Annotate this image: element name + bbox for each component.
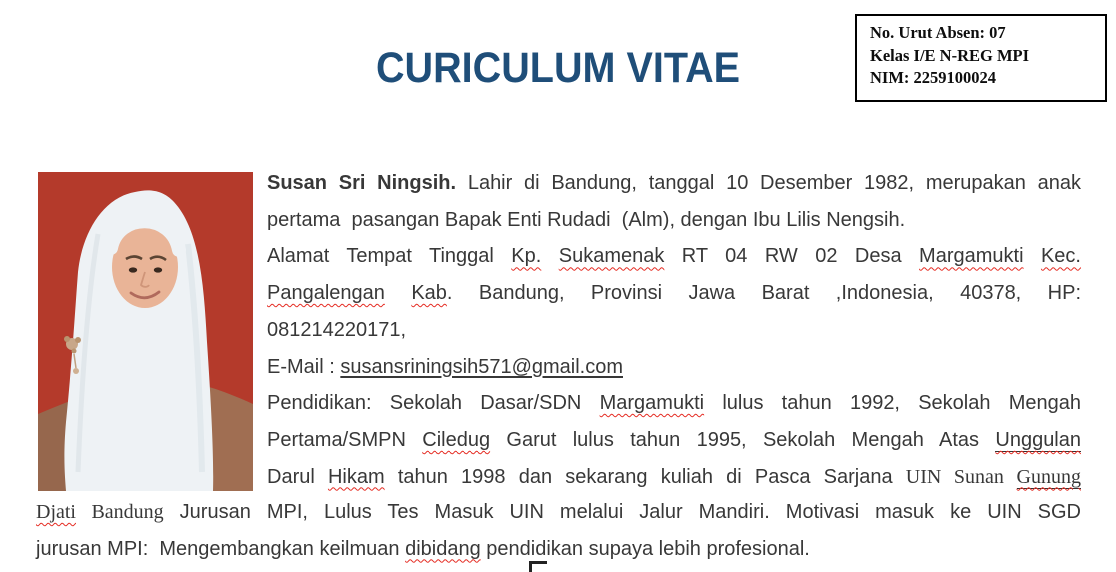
text-line: [267, 459, 1081, 496]
text-segment: RT 04 RW 02 Desa: [664, 245, 920, 268]
text-segment: 081214220171,: [267, 318, 407, 341]
text-segment: Alamat Tempat Tinggal: [267, 245, 512, 268]
text-segment: pertama pasangan Bapak Enti Rudadi (Alm), dengan Ibu Lilis Nengsih.: [267, 208, 906, 231]
text-segment: [541, 245, 558, 267]
text-line: [36, 494, 1081, 531]
text-segment: Pendidikan: Sekolah Dasar/SDN: [267, 392, 600, 415]
text-segment: lulus tahun 1992, Sekolah Mengah: [704, 392, 1081, 415]
text-line: [267, 385, 1081, 422]
text-segment: Bandung: [76, 501, 164, 523]
misspelled-word: Kab: [411, 282, 447, 305]
text-segment: pendidikan supaya lebih profesional.: [480, 537, 810, 560]
portrait-photo-graphic: [38, 172, 253, 491]
misspelled-word: Pangalengan: [267, 282, 385, 305]
text-segment: UIN Sunan: [905, 465, 1017, 488]
text-segment: Lahir di Bandung, tanggal 10 Desember 1982, merupakan anak: [456, 172, 1082, 194]
text-line: [36, 531, 1081, 568]
page-title: CURICULUM VITAE: [375, 44, 741, 92]
text-line: [267, 165, 1081, 202]
text-segment: [1024, 245, 1041, 267]
info-box-line: No. Urut Absen: 07: [870, 23, 1006, 42]
misspelled-word: Sukamenak: [558, 245, 665, 268]
info-box-line: Kelas I/E N-REG MPI: [870, 45, 1030, 65]
text-line: [267, 349, 1081, 386]
info-box: [855, 14, 1107, 102]
misspelled-word: Gunung: [1016, 465, 1081, 488]
misspelled-word: Hikam: [327, 465, 385, 488]
misspelled-word: Kec.: [1040, 245, 1081, 268]
text-line: [267, 422, 1081, 459]
text-segment: . Bandung, Provinsi Jawa Barat ,Indonesia, 40378, HP:: [446, 282, 1081, 305]
text-segment: Garut lulus tahun 1995, Sekolah Mengah Atas: [490, 428, 996, 451]
misspelled-word: Margamukti: [599, 392, 705, 415]
text-segment: [385, 282, 411, 304]
text-segment: E-Mail :: [267, 355, 341, 378]
misspelled-word: Margamukti: [919, 245, 1024, 268]
body-text-full-width: [36, 494, 1081, 567]
text-line: [267, 202, 1081, 239]
misspelled-word: dibidang: [405, 537, 481, 560]
text-line: [267, 275, 1081, 312]
body-text-right-column: [267, 165, 1081, 495]
text-segment: Jurusan MPI, Lulus Tes Masuk UIN melalui Jalur Mandiri. Motivasi masuk ke UIN SGD: [163, 501, 1081, 523]
partial-element-fragment: [529, 561, 547, 572]
text-line: [267, 312, 1081, 349]
misspelled-word: Unggulan: [995, 428, 1081, 451]
text-segment: Pertama/SMPN: [267, 428, 423, 451]
text-segment: jurusan MPI: Mengembangkan keilmuan: [36, 537, 406, 560]
text-segment: tahun 1998 dan sekarang kuliah di Pasca Sarjana: [384, 465, 906, 488]
text-line: [267, 238, 1081, 275]
info-box-line: NIM: 2259100024: [870, 68, 997, 87]
text-segment: Darul: [267, 465, 328, 488]
text-segment: Susan Sri Ningsih.: [267, 172, 457, 194]
misspelled-word: Ciledug: [422, 428, 491, 451]
profile-photo: [38, 172, 253, 491]
email-link[interactable]: susansriningsih571@gmail.com: [340, 355, 623, 378]
misspelled-word: Djati: [36, 501, 76, 523]
misspelled-word: Kp.: [511, 245, 542, 268]
